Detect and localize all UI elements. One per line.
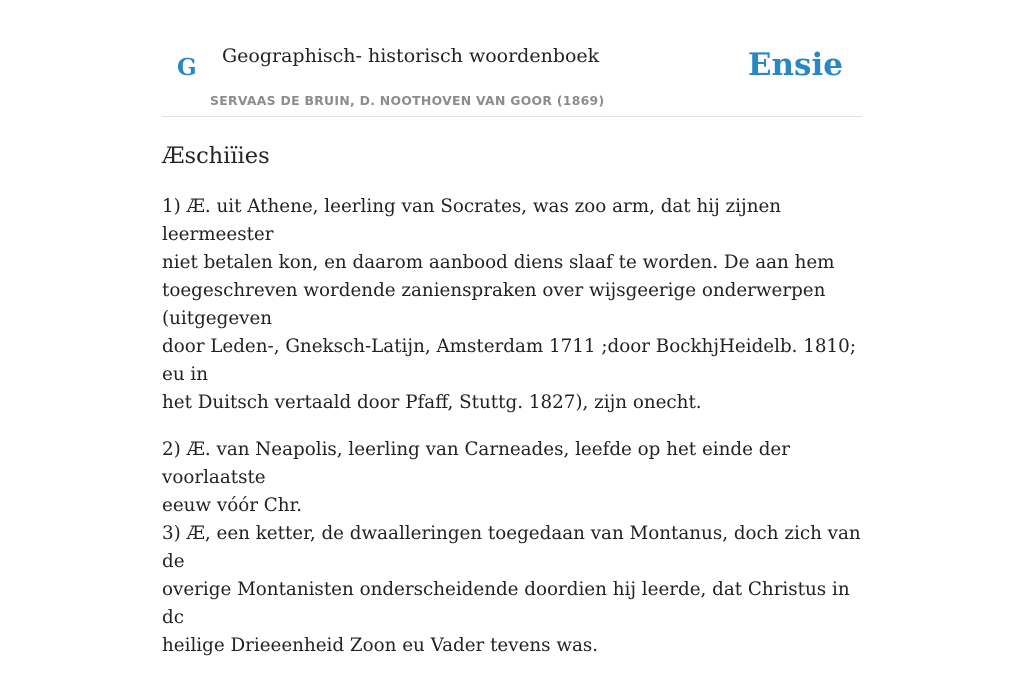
page (162, 0, 862, 679)
paragraph-line: 3) Æ, een ketter, de dwaalleringen toegedaan van Montanus, doch zich van de (162, 523, 861, 572)
paragraph-line: eeuw vóór Chr. (162, 495, 303, 516)
entry-paragraph (162, 436, 862, 660)
paragraph-line: door Leden-, Gneksch-Latijn, Amsterdam 1711 ;door BockhjHeidelb. 1810; eu in (162, 336, 856, 385)
entry-header (162, 0, 862, 117)
entry-paragraph (162, 193, 862, 417)
paragraph-line: niet betalen kon, en daarom aanbood diens slaaf te worden. De aan hem (162, 252, 835, 273)
paragraph-line: overige Montanisten onderscheidende doordien hij leerde, dat Christus in dc (162, 579, 850, 628)
book-authors: SERVAAS DE BRUIN, D. NOOTHOVEN VAN GOOR (1869) (210, 93, 605, 108)
paragraph-line: het Duitsch vertaald door Pfaff, Stuttg. 1827), zijn onecht. (162, 392, 702, 413)
paragraph-line: 1) Æ. uit Athene, leerling van Socrates, was zoo arm, dat hij zijnen leermeester (162, 196, 782, 245)
paragraph-line: heilige Drieeenheid Zoon eu Vader tevens was. (162, 635, 599, 656)
entry-title: Æschiïies (162, 143, 270, 169)
book-title[interactable]: Geographisch- historisch woordenboek (222, 45, 600, 67)
ensie-logo[interactable]: Ensie (747, 47, 843, 83)
paragraph-line: 2) Æ. van Neapolis, leerling van Carneades, leefde op het einde der voorlaatste (162, 439, 790, 488)
book-letter-icon[interactable]: G (177, 54, 197, 81)
paragraph-line: toegeschreven wordende zanienspraken over wijsgeerige onderwerpen (uitgegeven (162, 280, 826, 329)
entry-body (162, 193, 862, 660)
